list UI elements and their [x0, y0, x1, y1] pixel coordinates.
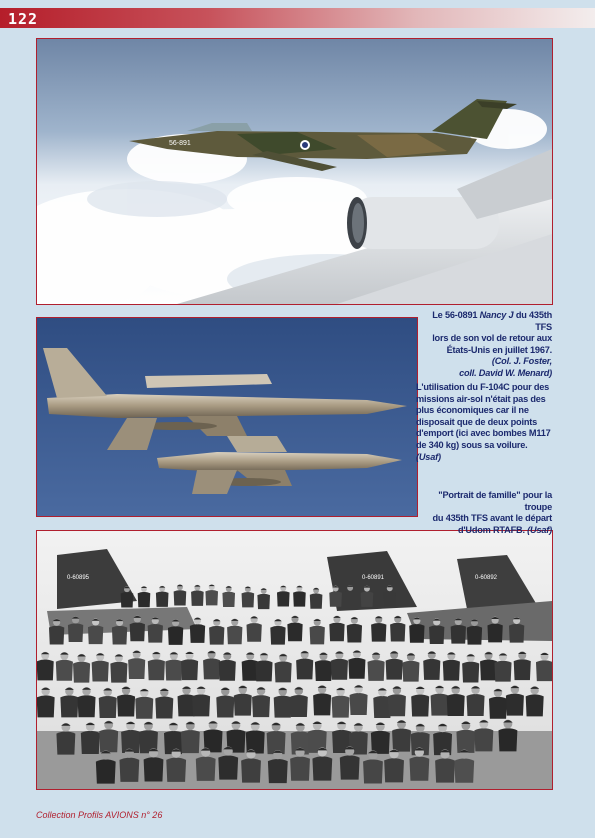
caption-family-portrait: "Portrait de famille" pour la troupe du 435th TFS avant le départ d'Udom RTAFB. (Usaf): [432, 490, 552, 535]
caption-f104c-air-ground: L'utilisation du F-104C pour des missions air-sol n'était pas des plus économiques car il ne disposait que de deux points d'emport (ici avec bombes M117 de 340 kg) sous sa voilure. (Usaf): [416, 382, 551, 462]
tail-code-left: 0-60895: [67, 575, 90, 581]
page-number: 122: [8, 10, 39, 28]
header-bar: [0, 8, 595, 28]
tail-code-mid: 0-60891: [362, 575, 385, 581]
caption-nancy-j: Le 56-0891 Nancy J du 435th TFS lors de son vol de retour aux États-Unis en juillet 1967. (Col. J. Foster, coll. David W. Menard): [432, 310, 552, 378]
aircraft-serial: 56-891: [169, 140, 191, 147]
photo-two-f104c-formation: [36, 317, 418, 517]
photo-435th-tfs-group-portrait: [36, 530, 553, 790]
tail-code-right: 0-60892: [475, 575, 498, 581]
footer-collection: Collection Profils AVIONS n° 26: [36, 810, 163, 820]
photo-f104-over-clouds: [36, 38, 553, 305]
